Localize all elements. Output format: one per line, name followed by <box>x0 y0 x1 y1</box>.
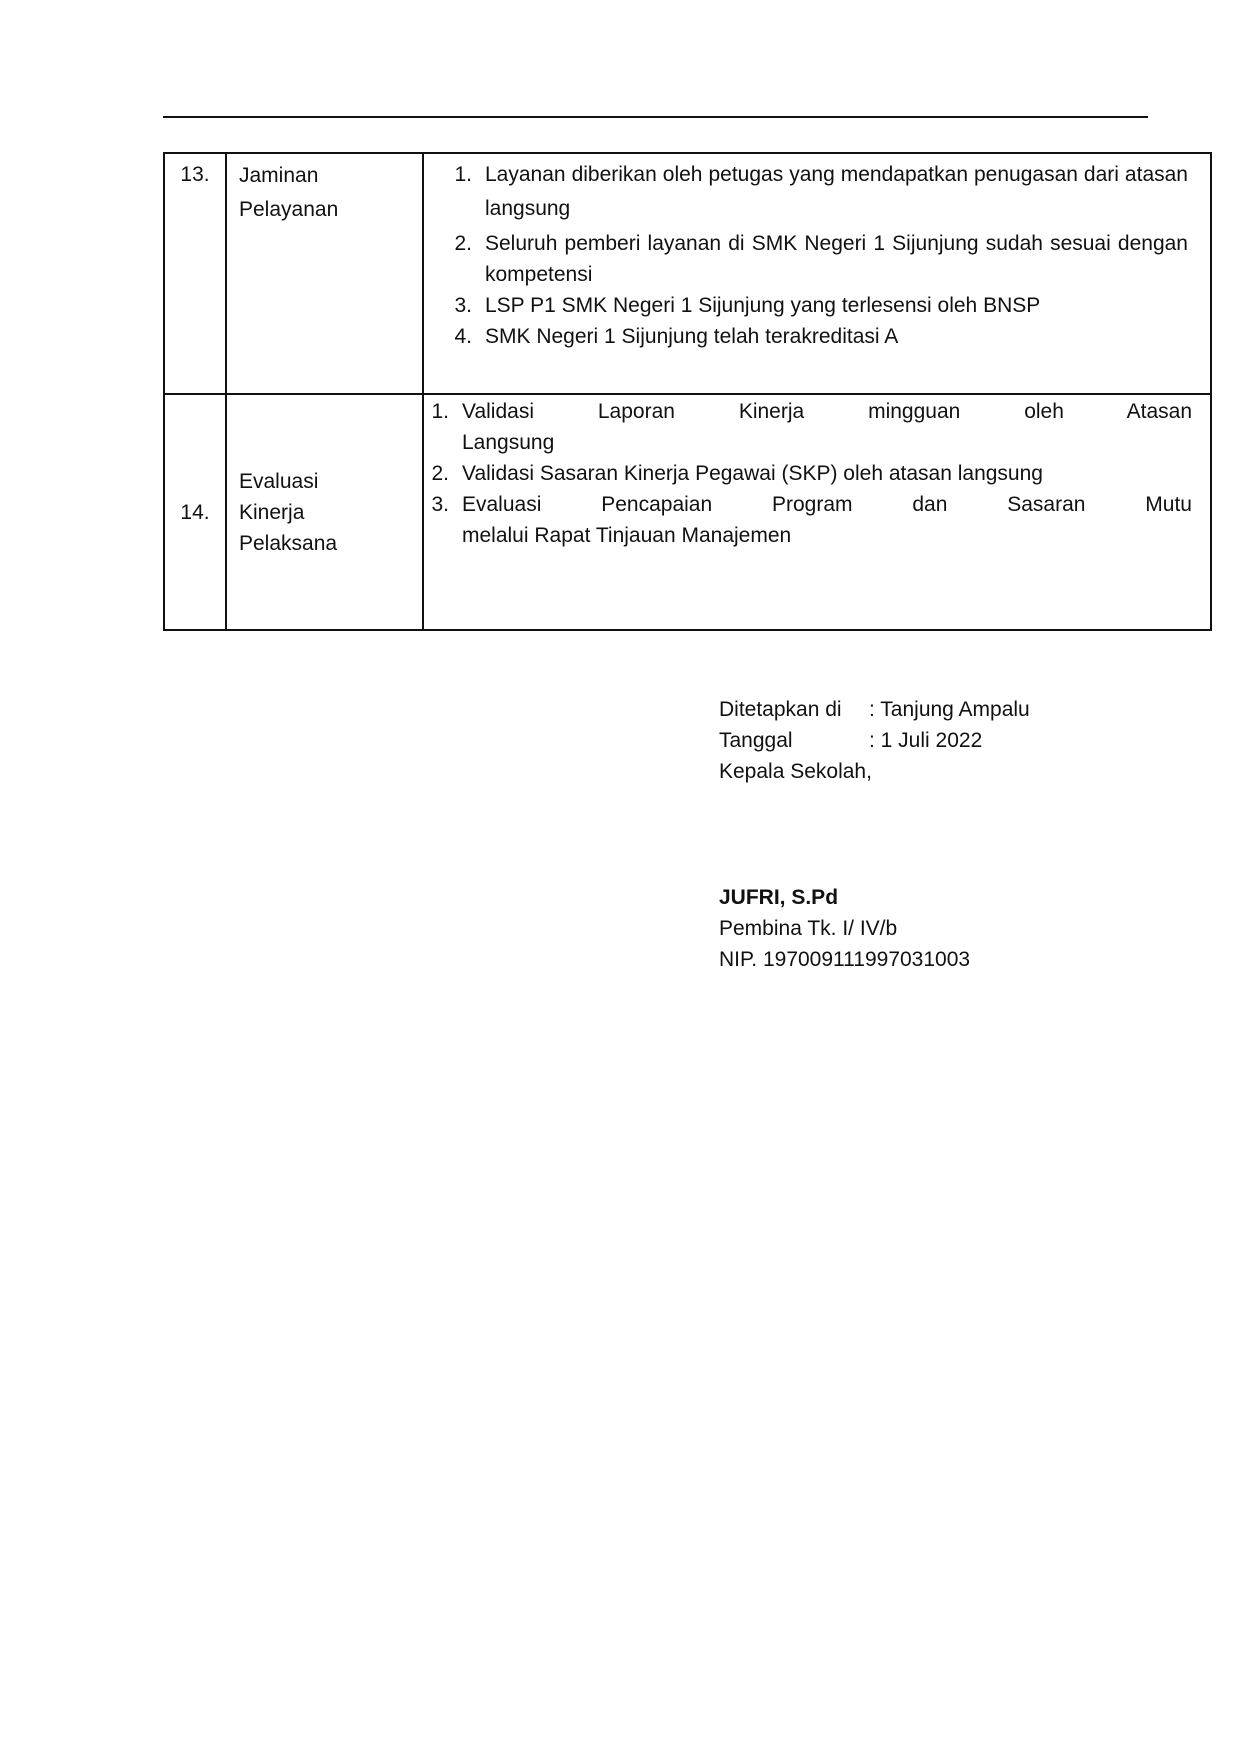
item-text-line: Evaluasi Pencapaian Program dan Sasaran Mutu <box>462 493 1192 516</box>
item-text: SMK Negeri 1 Sijunjung telah terakreditasi A <box>485 325 899 348</box>
item-text-line: Langsung <box>462 431 555 454</box>
list-item <box>446 158 1188 226</box>
list-item <box>431 489 1192 551</box>
item-text <box>462 396 1192 458</box>
signer-position: Kepala Sekolah, <box>719 760 872 783</box>
date-row <box>719 725 1139 756</box>
row-number: 13. <box>164 153 226 394</box>
signer-nip: NIP. 197009111997031003 <box>719 948 971 971</box>
item-text: Layanan diberikan oleh petugas yang mendapatkan penugasan dari atasan langsung <box>485 163 1188 220</box>
component-description <box>423 153 1211 394</box>
signer-rank: Pembina Tk. I/ IV/b <box>719 917 898 940</box>
item-number: 1. <box>454 163 472 186</box>
item-number: 2. <box>454 232 472 255</box>
item-number: 2. <box>431 462 449 485</box>
list-item <box>446 321 1188 352</box>
component-line: Jaminan <box>239 164 319 187</box>
component-description <box>423 394 1211 630</box>
signature-block <box>719 694 1139 975</box>
signer-name: JUFRI, S.Pd <box>719 886 839 909</box>
item-text: Seluruh pemberi layanan di SMK Negeri 1 Sijunjung sudah sesuai dengan kompetensi <box>485 232 1188 286</box>
item-number: 3. <box>454 294 472 317</box>
item-text-line: Validasi Laporan Kinerja mingguan oleh Atasan <box>462 400 1192 423</box>
item-number: 1. <box>431 400 449 423</box>
place-row <box>719 694 1139 725</box>
list-item <box>446 228 1188 290</box>
list-item <box>431 396 1192 458</box>
list-item <box>431 458 1192 489</box>
place-label: Ditetapkan di <box>719 698 842 721</box>
service-standard-table <box>163 152 1212 631</box>
item-text <box>462 489 1192 551</box>
item-text: Validasi Sasaran Kinerja Pegawai (SKP) oleh atasan langsung <box>462 462 1043 485</box>
item-number: 4. <box>454 325 472 348</box>
header-rule <box>163 116 1148 118</box>
table-row <box>164 394 1211 630</box>
component-line: Evaluasi <box>239 469 319 493</box>
component-line: Kinerja <box>239 500 305 524</box>
component-line: Pelayanan <box>239 198 339 221</box>
description-list <box>446 158 1188 352</box>
place-value: : Tanjung Ampalu <box>869 698 1030 721</box>
description-list <box>431 396 1192 551</box>
date-value: : 1 Juli 2022 <box>869 729 983 752</box>
item-text-line: melalui Rapat Tinjauan Manajemen <box>462 524 792 547</box>
date-label: Tanggal <box>719 729 793 752</box>
component-name <box>226 394 423 630</box>
component-name <box>226 153 423 394</box>
list-item <box>446 290 1188 321</box>
item-text: LSP P1 SMK Negeri 1 Sijunjung yang terlesensi oleh BNSP <box>485 294 1041 317</box>
signature-space <box>719 787 1139 882</box>
row-number: 14. <box>164 394 226 630</box>
component-line: Pelaksana <box>239 531 338 555</box>
item-number: 3. <box>431 493 449 516</box>
table-row <box>164 153 1211 394</box>
